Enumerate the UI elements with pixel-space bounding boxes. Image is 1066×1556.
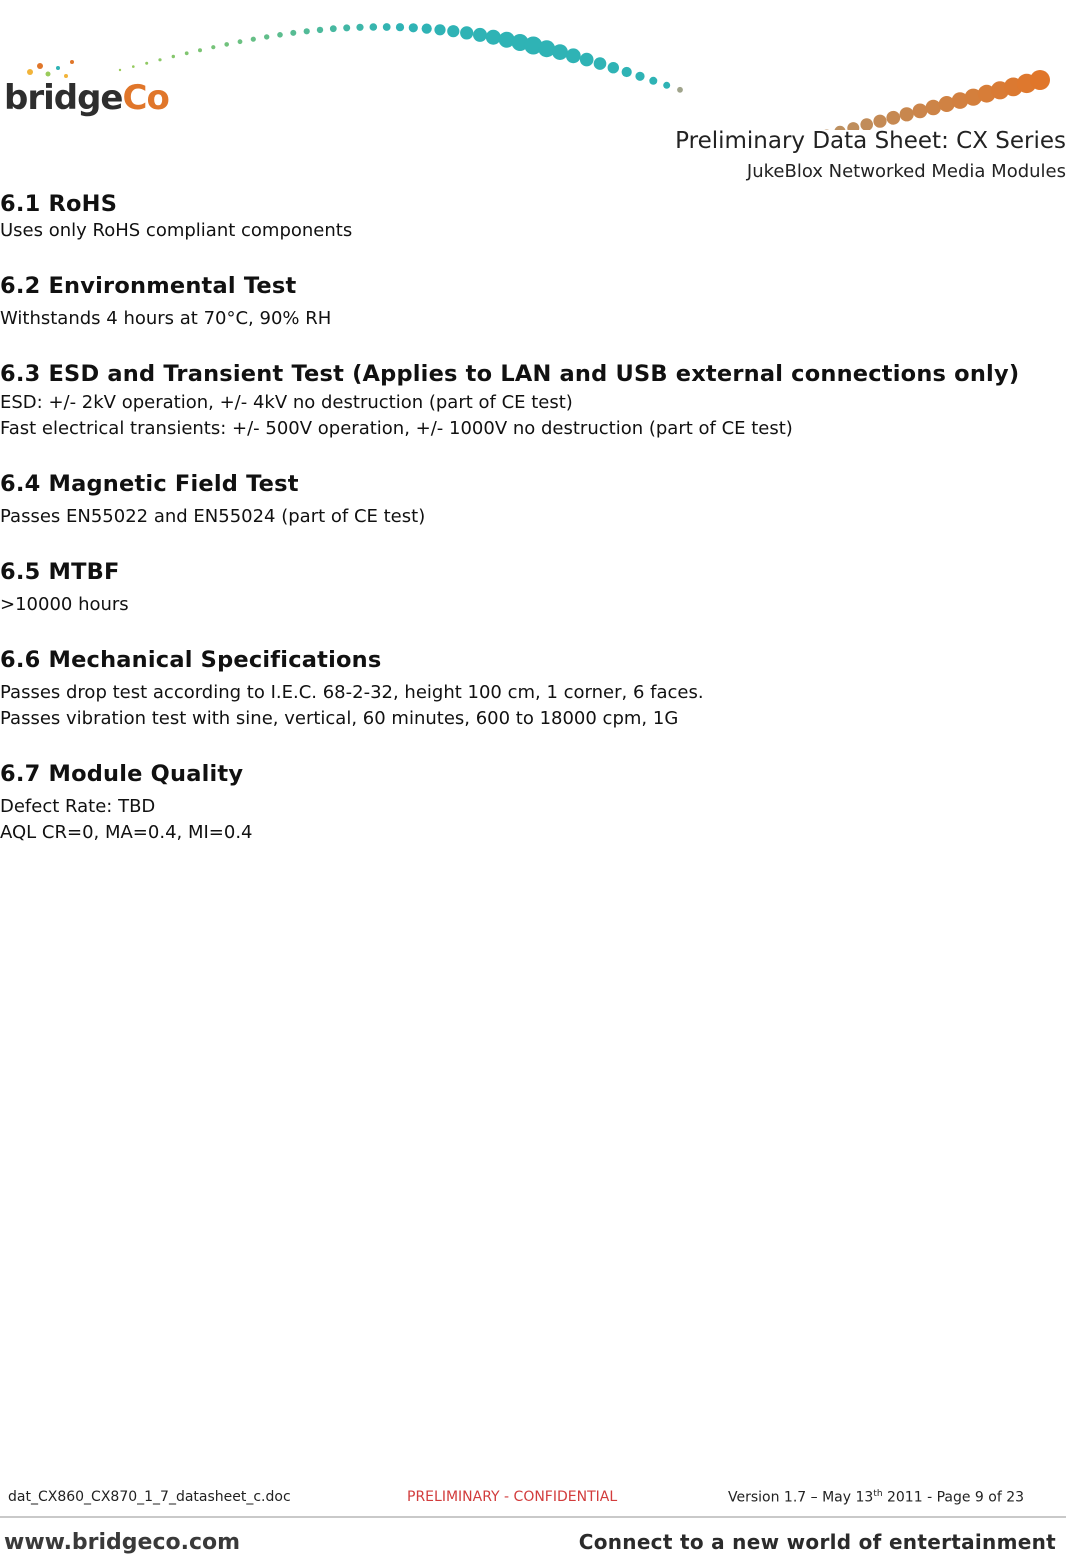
- wave-dot: [251, 37, 256, 42]
- document-subtitle: JukeBlox Networked Media Modules: [746, 161, 1066, 182]
- footer-filename: dat_CX860_CX870_1_7_datasheet_c.doc: [8, 1489, 291, 1505]
- section-heading: 6.1 RoHS: [0, 191, 118, 217]
- section-mtbf: [0, 558, 1050, 618]
- section-heading: 6.3 ESD and Transient Test (Applies to LAN and USB external connections only): [0, 361, 1020, 387]
- logo-dot: [70, 60, 74, 64]
- document-title: Preliminary Data Sheet: CX Series: [675, 128, 1066, 154]
- wave-dot: [486, 30, 501, 45]
- section-text: Passes vibration test with sine, vertical, 60 minutes, 600 to 18000 cpm, 1G: [0, 708, 679, 729]
- section-text: Withstands 4 hours at 70°C, 90% RH: [0, 308, 332, 329]
- bridgeco-logo: bridgeCo: [4, 78, 169, 118]
- wave-dot: [635, 72, 644, 81]
- wave-dot: [677, 87, 683, 93]
- wave-dot: [594, 57, 607, 70]
- wave-dot: [238, 39, 243, 44]
- logo-dot: [37, 63, 43, 69]
- wave-dot: [330, 25, 337, 32]
- wave-dot: [434, 24, 445, 35]
- wave-dot: [277, 32, 283, 38]
- section-text: >10000 hours: [0, 594, 129, 615]
- section-esd-transient-test: [0, 360, 1050, 442]
- wave-dot: [224, 42, 229, 47]
- wave-dot: [900, 107, 914, 121]
- wave-dot: [409, 23, 418, 32]
- footer-slogan: Connect to a new world of entertainment: [578, 1530, 1056, 1554]
- wave-dot: [304, 28, 310, 34]
- wave-dot: [356, 24, 363, 31]
- section-text: Defect Rate: TBD: [0, 796, 156, 817]
- wave-dot: [264, 34, 269, 39]
- wave-dot: [473, 28, 487, 42]
- section-text: Uses only RoHS compliant components: [0, 220, 353, 241]
- wave-dot: [1030, 70, 1050, 90]
- footer-website: www.bridgeco.com: [4, 1530, 241, 1555]
- section-text: AQL CR=0, MA=0.4, MI=0.4: [0, 822, 253, 843]
- section-heading: 6.6 Mechanical Specifications: [0, 647, 382, 673]
- section-magnetic-field-test: [0, 470, 1050, 530]
- wave-dot: [343, 24, 350, 31]
- wave-dot: [447, 25, 459, 37]
- section-heading: 6.2 Environmental Test: [0, 273, 297, 299]
- wave-dot: [158, 58, 161, 61]
- wave-dot: [422, 24, 432, 34]
- wave-dot: [552, 44, 568, 60]
- document-body: [0, 190, 1050, 846]
- section-heading: 6.4 Magnetic Field Test: [0, 471, 299, 497]
- wave-dot: [383, 23, 391, 31]
- section-environmental-test: [0, 272, 1050, 332]
- section-heading: 6.5 MTBF: [0, 559, 120, 585]
- wave-dot: [580, 53, 594, 67]
- footer-version: Version 1.7 – May 13th 2011 - Page 9 of 23: [728, 1489, 1025, 1506]
- section-text: ESD: +/- 2kV operation, +/- 4kV no destruction (part of CE test): [0, 392, 573, 413]
- wave-dot: [198, 48, 202, 52]
- logo-dot: [27, 69, 33, 75]
- section-text: Passes drop test according to I.E.C. 68-2-32, height 100 cm, 1 corner, 6 faces.: [0, 682, 704, 703]
- section-rohs: [0, 190, 1050, 244]
- wave-dot: [132, 65, 135, 68]
- section-text: Passes EN55022 and EN55024 (part of CE test): [0, 506, 426, 527]
- wave-dot: [172, 55, 175, 58]
- wave-dot: [145, 62, 148, 65]
- wave-dot: [873, 115, 886, 128]
- wave-dot: [663, 82, 670, 89]
- section-heading: 6.7 Module Quality: [0, 761, 244, 787]
- section-mechanical-specifications: [0, 646, 1050, 732]
- wave-dot: [211, 45, 215, 49]
- wave-dot: [926, 100, 941, 115]
- wave-dot: [185, 51, 189, 55]
- wave-dot: [913, 104, 928, 119]
- section-text: Fast electrical transients: +/- 500V operation, +/- 1000V no destruction (part of CE test): [0, 418, 793, 439]
- footer-divider: [0, 1516, 1066, 1518]
- section-module-quality: [0, 760, 1050, 846]
- wave-dot: [622, 67, 632, 77]
- wave-dot: [317, 27, 323, 33]
- wave-dot: [119, 69, 121, 71]
- logo-dot: [46, 72, 51, 77]
- wave-dot: [566, 48, 581, 63]
- wave-dot: [370, 23, 378, 31]
- wave-dot: [396, 23, 404, 31]
- wave-dot: [460, 26, 473, 39]
- footer-confidentiality: PRELIMINARY - CONFIDENTIAL: [407, 1489, 618, 1505]
- wave-dot: [608, 62, 619, 73]
- wave-dot: [649, 77, 657, 85]
- wave-dot: [290, 30, 296, 36]
- wave-dot: [886, 111, 900, 125]
- logo-dot: [56, 66, 60, 70]
